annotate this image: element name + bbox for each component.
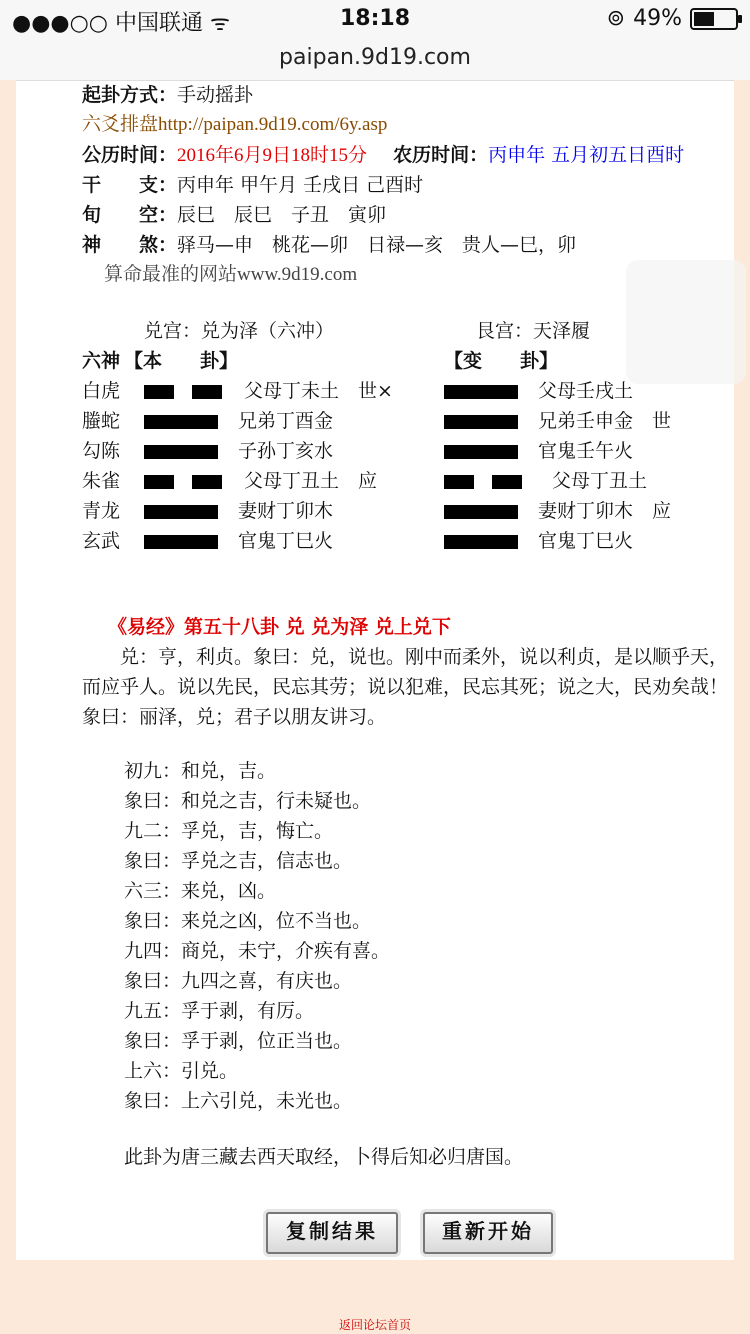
yao-text-line: 九二：孚兑，吉，悔亡。 <box>124 820 334 842</box>
time-row <box>82 140 732 170</box>
orig-header: 【本 卦】 <box>124 350 239 372</box>
solar-label: 公历时间： <box>82 144 178 166</box>
orig-yao-line <box>144 475 218 489</box>
carrier-signal: ●●●○○ 中国联通 ᯤ <box>12 11 231 36</box>
spirit-label: 螣蛇 <box>82 410 121 432</box>
orig-yao-line-segment-a <box>144 475 174 489</box>
orig-line-label: 子孙丁亥水 <box>238 440 334 462</box>
divination-info <box>82 80 732 290</box>
changed-yao-line-segment <box>444 445 518 459</box>
status-bar <box>0 0 750 40</box>
status-time: 18:18 <box>339 6 411 31</box>
changed-yao-line-segment-a <box>444 475 474 489</box>
yao-lines <box>82 756 732 1116</box>
back-to-forum-link[interactable]: 返回论坛首页 <box>338 1318 411 1332</box>
xunkong-label: 旬 空： <box>82 204 178 226</box>
changed-line-label: 妻财丁卯木 应 <box>538 500 672 522</box>
right-margin <box>734 80 750 1260</box>
left-margin <box>0 80 16 1260</box>
orig-yao-line-segment-b <box>192 475 222 489</box>
site-link[interactable]: 六爻排盘http://paipan.9d19.com/6y.asp <box>82 114 388 135</box>
yao-text-line: 六三：来兑，凶。 <box>124 880 277 902</box>
method-value: 手动摇卦 <box>177 84 254 106</box>
ganzhi-value: 丙申年 甲午月 壬戌日 己酉时 <box>177 174 424 196</box>
page-footer <box>0 1260 750 1334</box>
changed-yao-line-segment <box>444 505 518 519</box>
shensha-label: 神 煞： <box>82 234 178 256</box>
url-bar[interactable]: paipan.9d19.com <box>0 40 750 81</box>
shensha-row <box>82 230 732 260</box>
yao-text-line: 象曰：和兑之吉，行未疑也。 <box>124 790 372 812</box>
ganzhi-label: 干 支： <box>82 174 178 196</box>
yijing-judgement: 兑：亨，利贞。象曰：兑，说也。刚中而柔外，说以利贞，是以顺乎天，而应乎人。说以先民，民忘其劳；说以犯难，民忘其死；说之大，民劝矣哉！象曰：丽泽，兑；君子以朋友讲习。 <box>82 646 729 728</box>
restart-button[interactable]: 重新开始 <box>423 1212 553 1254</box>
orig-yao-line-segment <box>144 535 218 549</box>
yao-text-line: 九五：孚于剥，有厉。 <box>124 1000 315 1022</box>
changed-yao-line <box>444 475 518 489</box>
changed-yao-line-segment <box>444 385 518 399</box>
orig-yao-line <box>144 505 218 519</box>
changed-line-label: 兄弟壬申金 世 <box>538 410 672 432</box>
spirit-label: 玄武 <box>82 530 121 552</box>
yao-text-line: 象曰：孚于剥，位正当也。 <box>124 1030 353 1052</box>
changed-yao-line-segment <box>444 415 518 429</box>
orig-yao-line-segment-b <box>192 385 222 399</box>
changed-line-label: 官鬼丁巳火 <box>538 530 634 552</box>
status-right <box>607 6 738 31</box>
copy-result-button[interactable]: 复制结果 <box>266 1212 398 1254</box>
orig-line-label: 官鬼丁巳火 <box>238 530 334 552</box>
spirit-label: 朱雀 <box>82 470 121 492</box>
lunar-label: 农历时间： <box>393 144 489 166</box>
spirit-label: 白虎 <box>82 380 121 402</box>
lunar-value: 丙申年 五月初五日酉时 <box>488 144 685 166</box>
changed-yao-line <box>444 535 518 549</box>
battery-percent: 49% <box>633 6 682 31</box>
orig-yao-line-segment <box>144 505 218 519</box>
changed-yao-line <box>444 385 518 399</box>
ad-link[interactable]: 算命最准的网站www.9d19.com <box>104 264 358 285</box>
yijing-note: 此卦为唐三藏去西天取经，卜得后知必归唐国。 <box>124 1146 524 1168</box>
spirit-label: 青龙 <box>82 500 121 522</box>
orig-yao-line-segment-a <box>144 385 174 399</box>
yao-text-line: 象曰：上六引兑，未光也。 <box>124 1090 353 1112</box>
ganzhi-row <box>82 170 732 200</box>
orig-yao-line-segment <box>144 415 218 429</box>
orig-palace-title: 兑宫：兑为泽（六冲） <box>144 320 335 342</box>
changed-yao-line-segment <box>444 535 518 549</box>
changed-yao-line <box>444 445 518 459</box>
xunkong-row <box>82 200 732 230</box>
orig-yao-line <box>144 415 218 429</box>
changed-header: 【变 卦】 <box>444 350 559 372</box>
yao-text-line: 象曰：九四之喜，有庆也。 <box>124 970 353 992</box>
orig-line-label: 兄弟丁酉金 <box>238 410 334 432</box>
changed-yao-line <box>444 505 518 519</box>
yao-text-line: 初九：和兑，吉。 <box>124 760 277 782</box>
liushen-header: 六神 <box>82 350 121 372</box>
method-label: 起卦方式： <box>82 84 178 106</box>
changed-palace-title: 艮宫：天泽履 <box>476 320 591 342</box>
method-row <box>82 80 732 110</box>
changed-line-label: 父母壬戌土 <box>538 380 634 402</box>
yao-text-line: 九四：商兑，未宁，介疾有喜。 <box>124 940 391 962</box>
changed-line-label: 父母丁丑土 <box>552 470 648 492</box>
orig-line-label: 父母丁未土 世× <box>244 380 393 402</box>
spirit-label: 勾陈 <box>82 440 121 462</box>
battery-icon <box>690 8 738 30</box>
xunkong-value: 辰巳 辰巳 子丑 寅卯 <box>177 204 387 226</box>
orig-yao-line-segment <box>144 445 218 459</box>
yao-text-line: 象曰：孚兑之吉，信志也。 <box>124 850 353 872</box>
solar-value: 2016年6月9日18时15分 <box>177 145 368 166</box>
orig-line-label: 妻财丁卯木 <box>238 500 334 522</box>
orig-line-label: 父母丁丑土 应 <box>244 470 378 492</box>
orig-yao-line <box>144 445 218 459</box>
shensha-value: 驿马—申 桃花—卯 日禄—亥 贵人—巳，卯 <box>177 234 577 256</box>
changed-yao-line-segment-b <box>492 475 522 489</box>
changed-line-label: 官鬼壬午火 <box>538 440 634 462</box>
hexagram-table <box>82 316 732 566</box>
yao-text-line: 象曰：来兑之凶，位不当也。 <box>124 910 372 932</box>
rotation-lock-icon: ⊚ <box>606 6 626 31</box>
yijing-title: 《易经》第五十八卦 兑 兑为泽 兑上兑下 <box>108 616 451 638</box>
orig-yao-line <box>144 385 218 399</box>
orig-yao-line <box>144 535 218 549</box>
yao-text-line: 上六：引兑。 <box>124 1060 239 1082</box>
changed-yao-line <box>444 415 518 429</box>
